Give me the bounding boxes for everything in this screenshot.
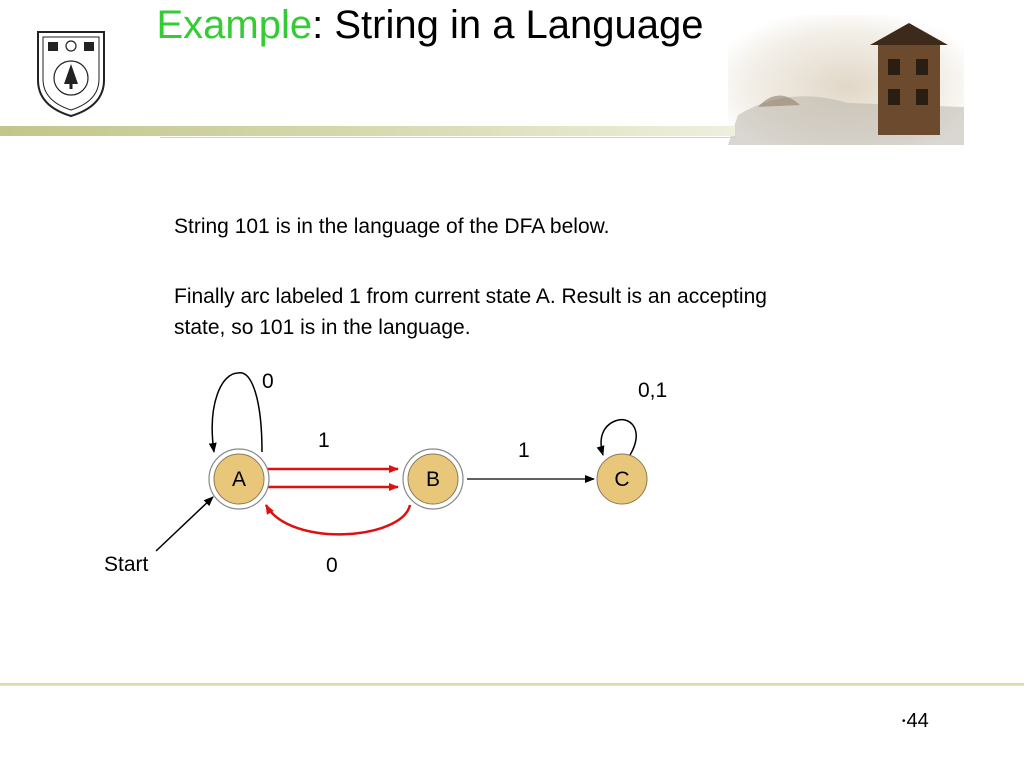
self-loop-a [212, 373, 262, 452]
state-c [597, 454, 647, 504]
self-loop-c [601, 420, 636, 455]
page-number-value: 44 [906, 710, 929, 732]
page-bullet: • [902, 716, 906, 728]
state-b [403, 449, 463, 509]
label-a-b: 1 [318, 429, 330, 452]
title-accent: Example [156, 3, 313, 47]
start-arrow [156, 497, 213, 551]
state-c-label: C [614, 468, 630, 491]
footer-divider [0, 683, 1024, 686]
title-text: : String in a Language [312, 3, 704, 47]
state-a-label: A [231, 468, 247, 491]
label-b-c: 1 [518, 439, 530, 462]
state-a [209, 449, 269, 509]
paragraph-2: Finally arc labeled 1 from current state A. Result is an accepting state, so 101 is in the language. [174, 285, 767, 339]
label-a-a: 0 [262, 370, 274, 393]
state-b-label: B [425, 468, 441, 491]
start-label: Start [104, 553, 149, 576]
page-number [902, 710, 929, 733]
edge-b-a [266, 505, 410, 534]
label-b-a: 0 [326, 554, 338, 577]
label-c-c: 0,1 [638, 379, 668, 402]
paragraph-1: String 101 is in the language of the DFA below. [174, 215, 610, 238]
